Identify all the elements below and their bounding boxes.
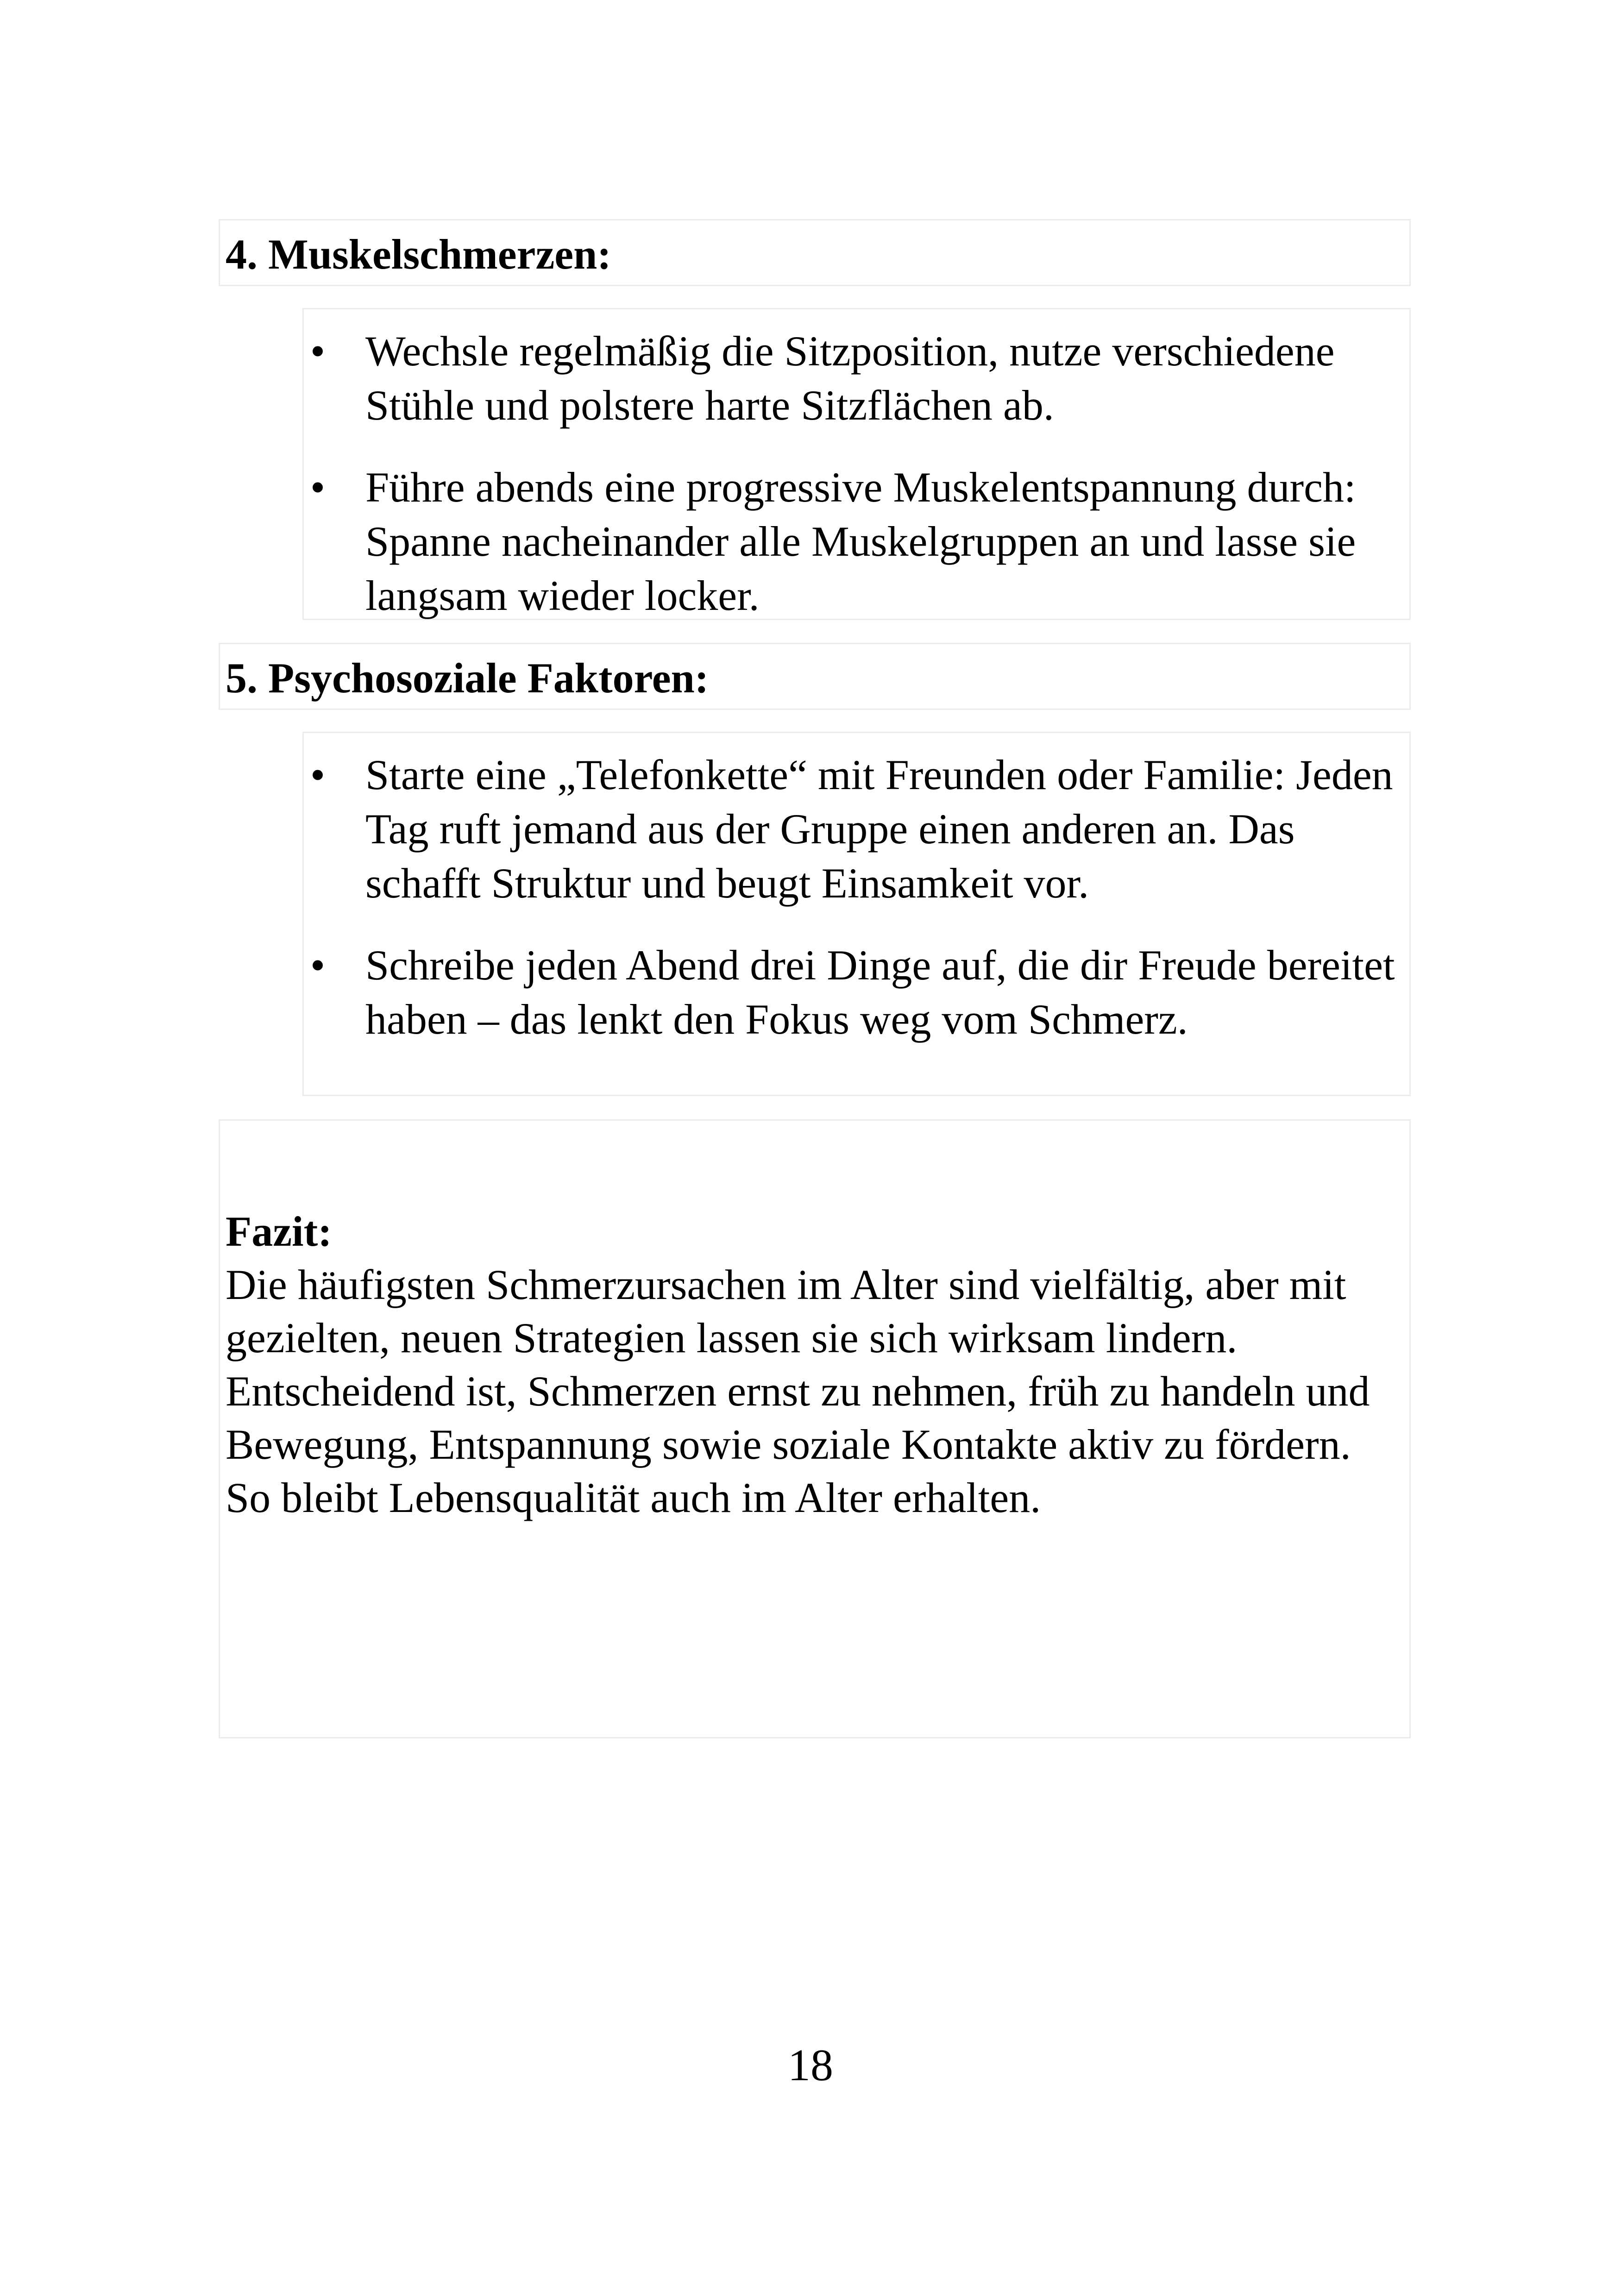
list-item-text: Wechsle regelmäßig die Sitzposition, nutze verschiedene Stühle und polstere harte Sitzflächen ab. xyxy=(365,327,1335,429)
list-item xyxy=(304,324,1409,433)
section-4-list-box xyxy=(302,308,1411,620)
bullet-list xyxy=(304,733,1409,1047)
page-number: 18 xyxy=(788,2040,833,2090)
list-item xyxy=(304,748,1409,910)
bullet-icon: • xyxy=(310,327,326,375)
bullet-list xyxy=(304,309,1409,623)
conclusion-content xyxy=(220,1121,1409,1524)
conclusion-text: Die häufigsten Schmerzursachen im Alter sind vielfältig, aber mit gezielten, neuen Strategien lassen sie sich wirksam lindern. Entscheidend ist, Schmerzen ernst zu nehmen, früh zu handeln und Bewegung, Entspannung sowie soziale Kontakte aktiv zu fördern. So bleibt Lebensqualität auch im Alter erhalten. xyxy=(226,1261,1370,1521)
bullet-icon: • xyxy=(310,941,326,989)
section-5-list-box xyxy=(302,732,1411,1096)
conclusion-title: Fazit: xyxy=(226,1208,332,1255)
section-5-heading-box xyxy=(219,643,1411,710)
section-heading: 4. Muskelschmerzen: xyxy=(226,231,611,278)
section-4-heading-box xyxy=(219,219,1411,286)
list-item xyxy=(304,938,1409,1047)
conclusion-box xyxy=(219,1119,1411,1738)
list-item-text: Schreibe jeden Abend drei Dinge auf, die dir Freude bereitet haben – das lenkt den Fokus weg vom Schmerz. xyxy=(365,941,1395,1043)
section-heading: 5. Psychosoziale Faktoren: xyxy=(226,654,709,702)
list-item xyxy=(304,460,1409,623)
list-item-text: Führe abends eine progressive Muskelentspannung durch: Spanne nacheinander alle Muskelgruppen an und lasse sie langsam wieder locker. xyxy=(365,464,1356,619)
bullet-icon: • xyxy=(310,751,326,798)
bullet-icon: • xyxy=(310,464,326,511)
list-item-text: Starte eine „Telefonkette“ mit Freunden oder Familie: Jeden Tag ruft jemand aus der Gruppe einen anderen an. Das schafft Struktur und beugt Einsamkeit vor. xyxy=(365,751,1393,907)
